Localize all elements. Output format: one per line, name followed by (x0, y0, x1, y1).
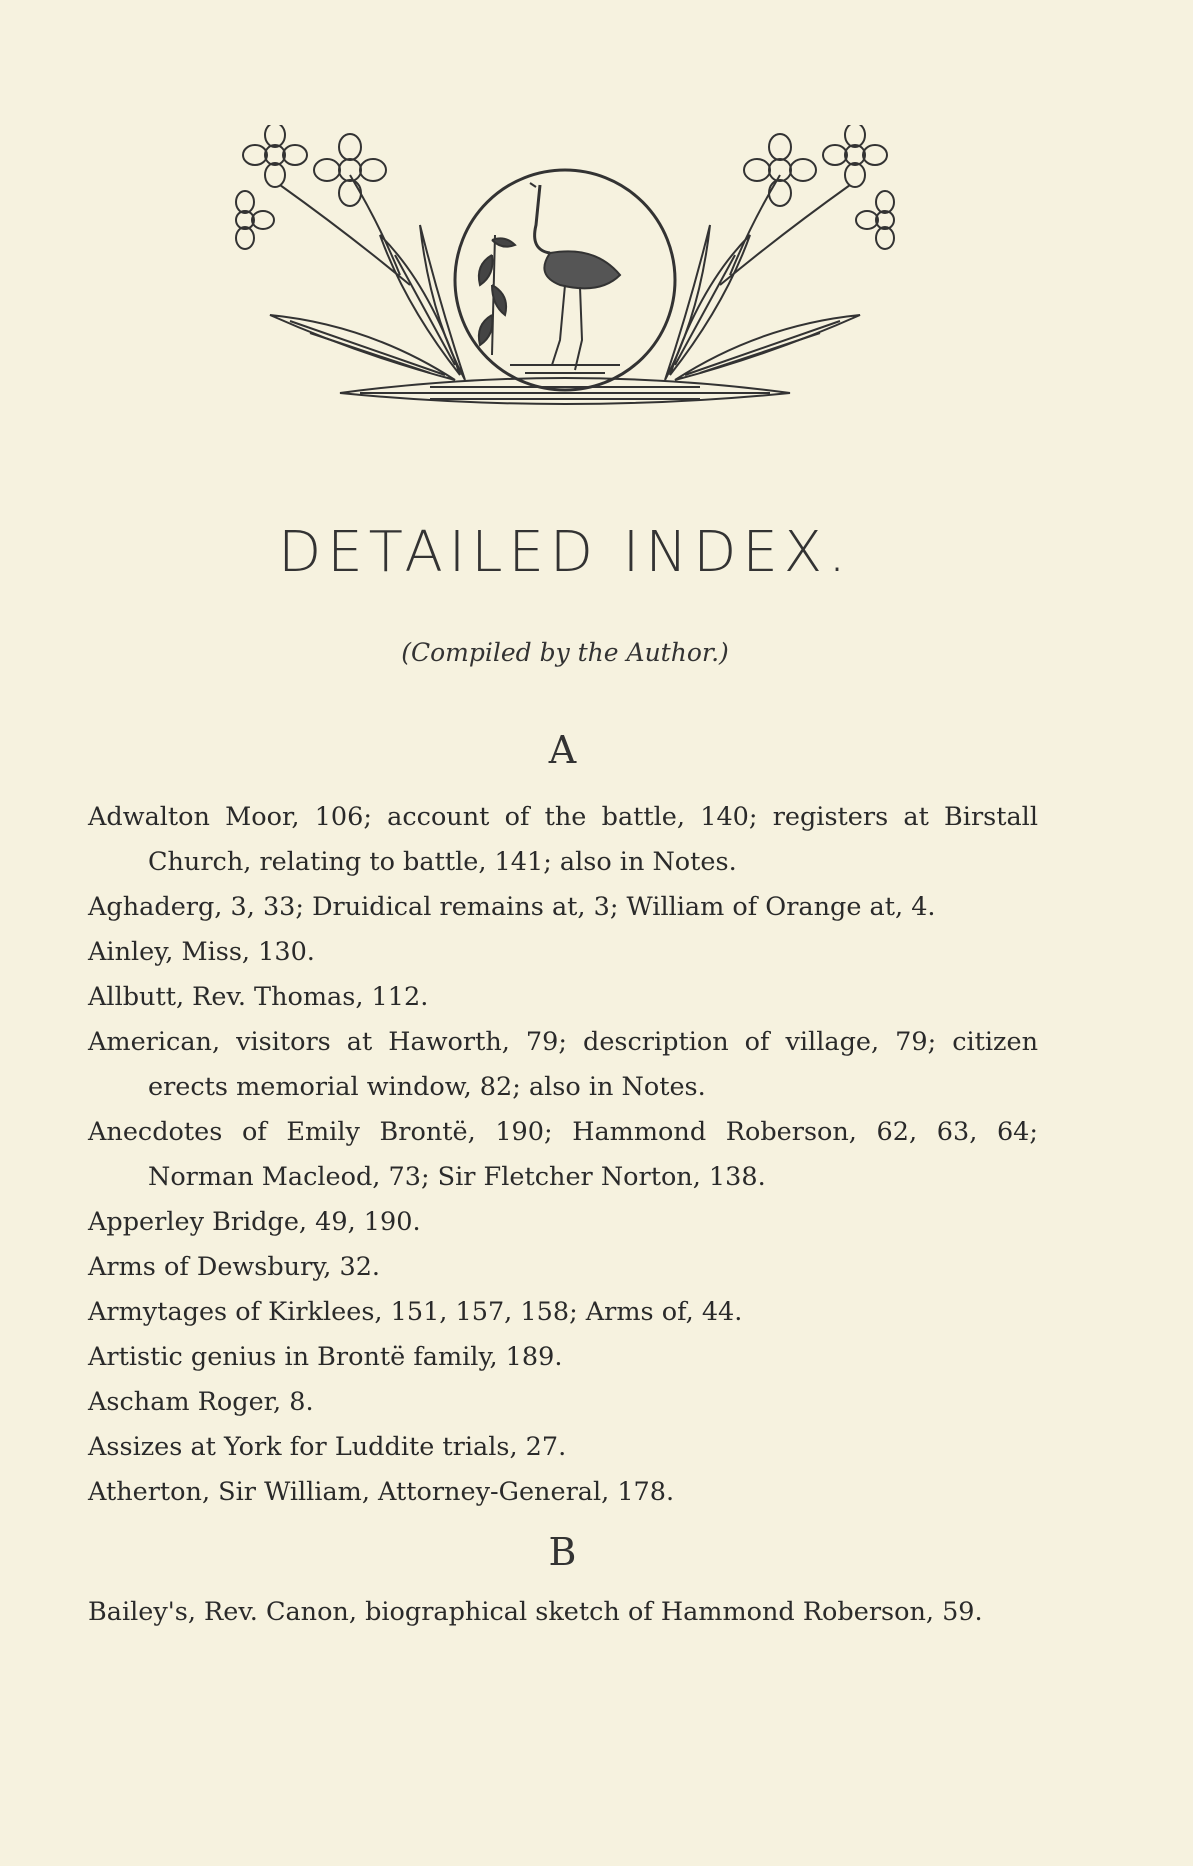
index-entry: Atherton, Sir William, Attorney-General, 178. (88, 1477, 675, 1507)
index-entry: American, visitors at Haworth, 79; description of village, 79; citizen erects memorial window, 82; also in Notes. (88, 1027, 1038, 1102)
section-b-entries (88, 1590, 1038, 1635)
index-entry: Arms of Dewsbury, 32. (88, 1252, 381, 1282)
index-entry: Bailey's, Rev. Canon, biographical sketch of Hammond Roberson, 59. (88, 1597, 983, 1627)
index-entry: Ascham Roger, 8. (88, 1387, 314, 1417)
index-entry: Armytages of Kirklees, 151, 157, 158; Arms of, 44. (88, 1297, 743, 1327)
index-entry: Ainley, Miss, 130. (88, 937, 315, 967)
index-entry: Anecdotes of Emily Brontë, 190; Hammond Roberson, 62, 63, 64; Norman Macleod, 73; Sir Fletcher Norton, 138. (88, 1117, 1038, 1192)
index-entry: Apperley Bridge, 49, 190. (88, 1207, 421, 1237)
index-entry: Adwalton Moor, 106; account of the battle, 140; registers at Birstall Church, relating to battle, 141; also in Notes. (88, 802, 1038, 877)
index-entry: Aghaderg, 3, 33; Druidical remains at, 3; William of Orange at, 4. (88, 892, 936, 922)
index-entry: Assizes at York for Luddite trials, 27. (88, 1432, 567, 1462)
index-entry: Artistic genius in Brontë family, 189. (88, 1342, 563, 1372)
page-title: DETAILED INDEX. (278, 520, 852, 585)
index-entry: Allbutt, Rev. Thomas, 112. (88, 982, 429, 1012)
heron-medallion-with-flowers-icon (230, 125, 900, 425)
section-a-entries (88, 795, 1038, 1515)
page-subtitle: (Compiled by the Author.) (401, 638, 729, 667)
section-letter-b: B (548, 1530, 577, 1574)
section-letter-a: A (548, 728, 577, 772)
